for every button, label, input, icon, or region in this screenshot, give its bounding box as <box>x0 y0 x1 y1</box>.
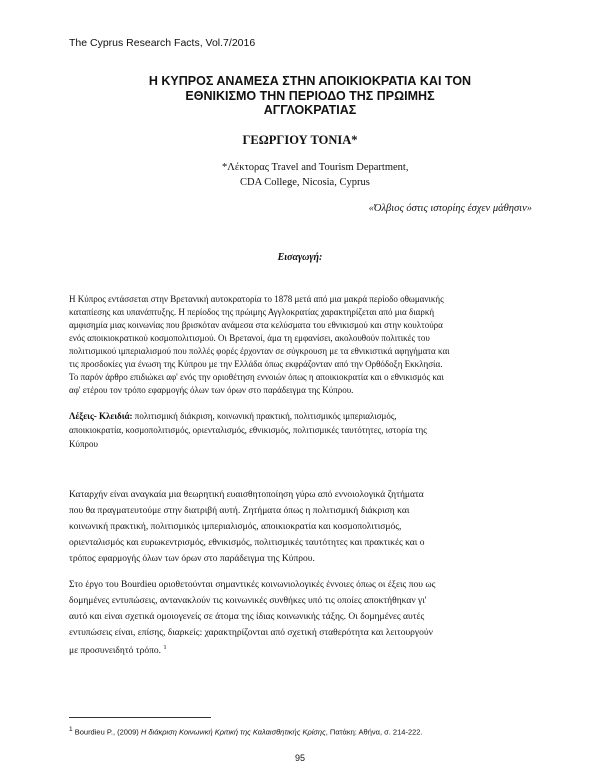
page-number: 95 <box>294 753 305 763</box>
keywords-line-1 <box>69 411 397 421</box>
introduction-heading: Εισαγωγή: <box>277 252 323 263</box>
author-name: ΓΕΩΡΓΙΟΥ ΤΟΝΙΑ* <box>242 133 358 147</box>
body-line: τρόπος εφαρμογής όλων των όρων στο παράδειγμα της Κύπρου. <box>69 554 315 564</box>
abstract-line: αμφισημία μιας κοινωνίας που βρισκόταν ανάμεσα στα κελύσματα του εθνικισμού και στην κουλτούρα <box>69 320 443 330</box>
title-line: Η ΚΥΠΡΟΣ ΑΝΑΜΕΣΑ ΣΤΗΝ ΑΠΟΙΚΙΟΚΡΑΤΙΑ ΚΑΙ ΤΟΝ <box>148 74 472 88</box>
footnote-suffix: , Πατάκη: Αθήνα, σ. 214-222. <box>325 727 423 737</box>
abstract-line: Η Κύπρος εντάσσεται στην Βρετανική αυτοκρατορία το 1878 μετά από μια μακρά περίοδο οθωμανικής <box>69 294 444 304</box>
body-line: κοινωνική πρακτική, πολιτισμικός ιμπεριαλισμός, αποικιοκρατία και κοσμοπολιτισμός, <box>69 522 402 532</box>
footnote-book-title: Η διάκριση Κοινωνική Κριτική της Καλαισθητικής Κρίσης <box>140 727 326 737</box>
footnote-number: 1 <box>69 726 73 733</box>
body-line: αυτό και είναι σχετικά ομοιογενείς σε άτομα της ίδιας κοινωνικής τάξης. Οι δομημένες αυτές <box>69 612 425 622</box>
footnote-separator <box>69 717 211 718</box>
abstract-line: ενός αποικιοκρατικού κοσμοπολιτισμού. Οι Βρετανοί, άμα τη εμφανίσει, ακολουθούν πολιτικές του <box>69 333 430 343</box>
body-line: Καταρχήν είναι αναγκαία μια θεωρητική ευαισθητοποίηση γύρω από εννοιολογικά ζητήματα <box>69 490 424 500</box>
body-line: Στο έργο του Bourdieu οριοθετούνται σημαντικές κοινωνιολογικές έννοιες όπως οι έξεις που ως <box>69 580 436 590</box>
body-line: που θα πραγματευτούμε στην διατριβή αυτή. Ζητήματα όπως η πολιτισμική διάκριση και <box>69 506 410 516</box>
footnote-marker[interactable]: 1 <box>163 644 167 651</box>
epigraph: «Όλβιος όστις ιστορίης έσχεν μάθησιν» <box>368 203 532 214</box>
abstract-line: Το παρόν άρθρο επιδιώκει αφ' ενός την οριοθέτηση εννοιών όπως η αποικιοκρατία και ο εθνικισμός και <box>69 372 444 382</box>
body-line: οριενταλισμός και ευρωκεντρισμός, εθνικισμός, πολιτισμικές ταυτότητες και πρακτικές και ο <box>69 538 425 548</box>
title-line: ΑΓΓΛΟΚΡΑΤΙΑΣ <box>263 103 357 117</box>
journal-header: The Cyprus Research Facts, Vol.7/2016 <box>69 37 256 49</box>
article-title <box>120 74 500 118</box>
footnote-prefix: Bourdieu P., (2009) <box>74 727 141 737</box>
keywords-line-2: αποικιοκρατία, κοσμοπολιτισμός, οριενταλισμός, εθνικισμός, πολιτισμικές ταυτότητες, ιστορία της <box>69 425 427 435</box>
title-line: ΕΘΝΙΚΙΣΜΟ ΤΗΝ ΠΕΡΙΟΔΟ ΤΗΣ ΠΡΩΙΜΗΣ <box>185 88 435 103</box>
abstract-line: καταπίεσης και υπανάπτυξης. Η περίοδος της πρώιμης Αγγλοκρατίας χαρακτηρίζεται από μια διαρκή <box>69 307 435 317</box>
abstract-line: τις προσδοκίες για ένωση της Κύπρου με την Ελλάδα όπως εκφράζονταν από την Ορθόδοξη Εκκλησία. <box>69 359 443 369</box>
body-line: εντυπώσεις είναι, επίσης, διαρκείς: χαρακτηρίζονται από σχετική σταθερότητα και λειτουργούν <box>69 628 433 638</box>
body-line: δομημένες εντυπώσεις, αντανακλούν τις κοινωνικές συνθήκες υπό τις οποίες αποκτήθηκαν γι' <box>69 596 427 606</box>
footnote <box>69 726 423 737</box>
keywords-line-3: Κύπρου <box>69 439 98 449</box>
affiliation-line-2: CDA College, Nicosia, Cyprus <box>240 177 370 188</box>
body-line-text: με προσυνειδητό τρόπο. <box>69 646 164 657</box>
keywords-text: πολιτισμική διάκριση, κοινωνική πρακτική, πολιτισμικός ιμπεριαλισμός, <box>132 411 397 421</box>
abstract-line: πολιτισμικού ιμπεριαλισμού που πολλές φορές έρχονταν σε σύγκρουση με τα εθνικιστικά αφηγήματα και <box>69 346 450 356</box>
keywords-label: Λέξεις- Κλειδιά: <box>69 411 133 421</box>
body-line-last <box>69 644 167 656</box>
affiliation-line-1: *Λέκτορας Travel and Tourism Department, <box>222 162 409 173</box>
abstract-line: αφ' ετέρου τον τρόπο εφαρμογής όλων των όρων στο παράδειγμα της Κύπρου. <box>69 385 354 395</box>
